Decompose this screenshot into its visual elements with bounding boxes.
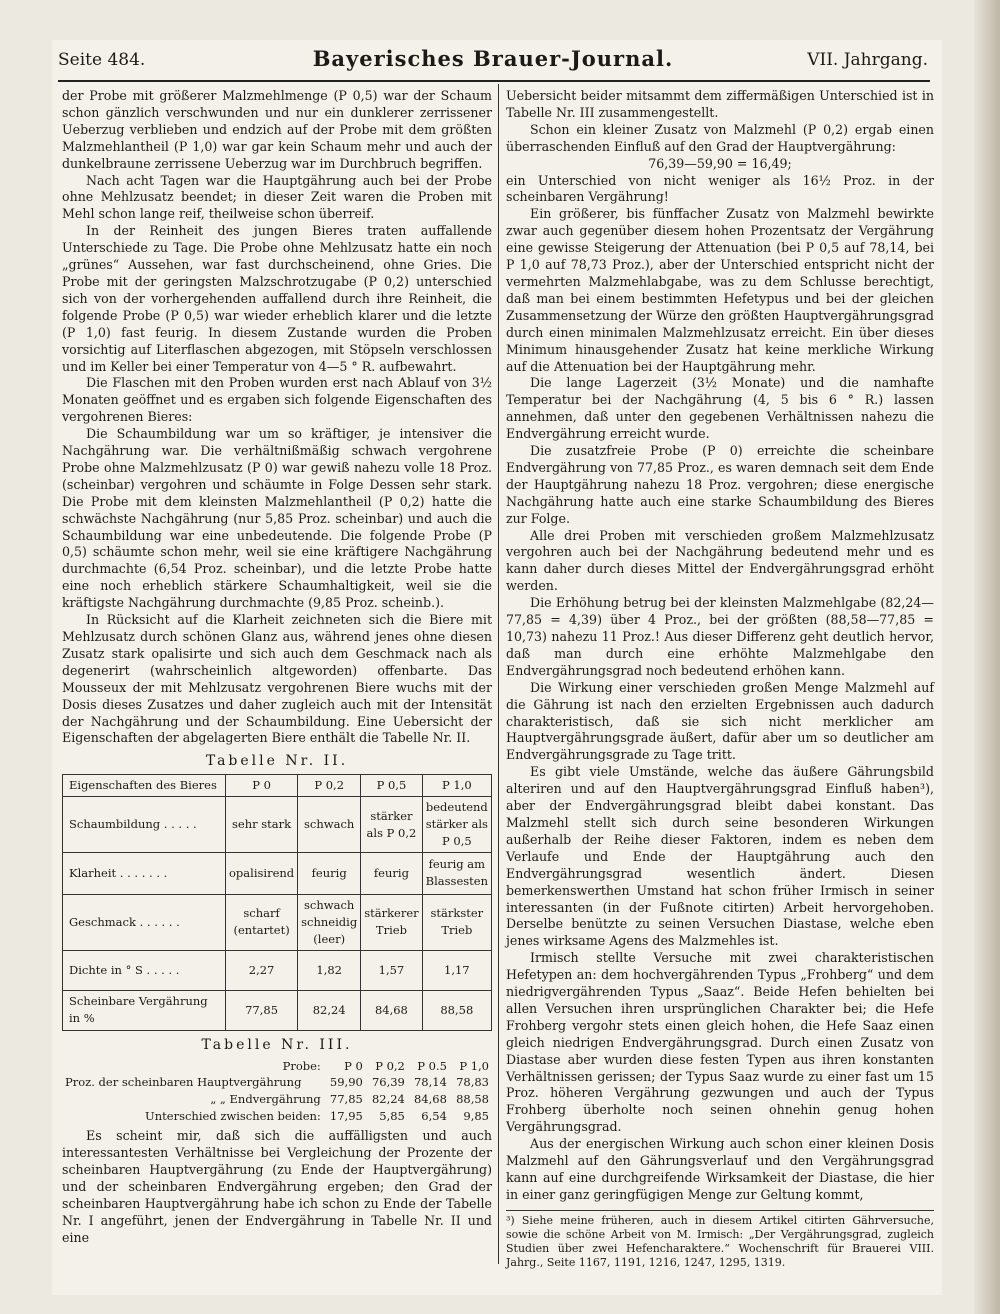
table-cell: Klarheit . . . . . . . [63,852,226,894]
table-cell: 2,27 [226,950,298,990]
paragraph: ein Unterschied von nicht weniger als 16½ Proz. in der scheinbaren Vergährung! [506,172,934,205]
table-cell: stärkerer Trieb [361,894,422,950]
table-cell: 82,24 [298,990,361,1030]
table-cell: feurig am Blassesten [422,852,491,894]
table-cell: 84,68 [361,990,422,1030]
table-cell: feurig [298,852,361,894]
paragraph: Die Wirkung einer verschieden großen Menge Malzmehl auf die Gährung ist nach den erzielten Ergebnissen auch dadurch charakteristisch, daß sie sich nicht merklicher am Hauptvergährungsgrade äußert, dafür aber um so deutlicher am Endvergährungsgrade zu Tage tritt. [506,679,934,763]
table-cell: opalisirend [226,852,298,894]
table-cell: 1,17 [422,950,491,990]
volume-year: VII. Jahrgang. [807,50,928,70]
table-cell: 84,68 [413,1092,447,1107]
table-header-cell: P 0,2 [375,1058,405,1073]
paragraph: Aus der energischen Wirkung auch schon einer kleinen Dosis Malzmehl auf den Gährungsverlauf und den Vergährungsgrad kann auf eine durchgreifende Wirksamkeit der Diastase, die hier in einer ganz geringfügigen Menge zur Geltung kommt, [506,1136,934,1202]
header-rule [58,80,930,82]
table-cell: Dichte in ° S . . . . . [63,950,226,990]
table-2 [62,774,492,1030]
table-header-row [63,775,492,797]
paragraph: Irmisch stellte Versuche mit zwei charakteristischen Hefetypen an: dem hochvergährenden Typus „Frohberg“ und dem niedrigvergährenden Typus „Saaz“. Beide Hefen behielten bei allen Versuchen ihren ursprünglichen Charakter bei; die Hefe Frohberg vergohr stets einen gleich hohen, die Hefe Saaz einen gleich niedrigen Endvergährungsgrad. Durch einen Zusatz von Diastase aber wurden diese festen Typen aus ihren konstanten Verhältnissen gerissen; der Typus Saaz wurde zu einer fast um 15 Proz. höheren Vergährung gezwungen und auch der Typus Frohberg überholte noch seinen ohnehin genug hohen Vergährungsgrad. [506,950,934,1135]
paragraph: In der Reinheit des jungen Bieres traten auffallende Unterschiede zu Tage. Die Probe ohne Mehlzusatz hatte ein noch „grünes“ Aussehen, war fast durchscheinend, ohne Gries. Die Probe mit der geringsten Malzschrotzugabe (P 0,2) unterschied sich von der vorhergehenden auffallend durch ihre Reinheit, die folgende Probe (P 0,5) war wieder erheblich klarer und die letzte (P 1,0) fast feurig. In diesem Zustande wurden die Proben vorsichtig auf Literflaschen abgezogen, mit Stöpseln verschlossen und im Keller bei einer Temperatur von 4—5 ° R. aufbewahrt. [62,223,492,374]
table-3 [62,1058,492,1126]
table-cell: 5,85 [379,1109,405,1124]
table-cell: Schaumbildung . . . . . [63,797,226,853]
table-cell: 78,14 [413,1075,447,1090]
journal-title: Bayerisches Brauer-Journal. [312,46,674,71]
table-cell: 1,82 [298,950,361,990]
table-cell: bedeutend stärker als P 0,5 [422,797,491,853]
table-header-row [62,1058,492,1075]
table-2-title: Tabelle Nr. II. [205,753,349,770]
table-cell: Unterschied zwischen beiden: [145,1109,321,1124]
paragraph: Es gibt viele Umstände, welche das äußere Gährungsbild alteriren und auf den Hauptvergährungsgrad Einfluß haben³), aber der Endvergährungsgrad bleibt dabei konstant. Das Malzmehl stellt sich durch seine besonderen Wirkungen außerhalb der Reihe dieser Faktoren, indem es neben dem Verlaufe und Ende der Hauptgährung auch den Endvergährungsgrad wesentlich ändert. Diesen bemerkenswerthen Umstand hat schon früher Irmisch in seiner interessanten (in der Fußnote citirten) Arbeit hervorgehoben. Derselbe benützte zu seinen Versuchen Diastase, welche eben jenes wirksame Agens des Malzmehles ist. [506,764,934,949]
table-header-cell: P 0 [226,775,298,797]
page-header [58,44,928,78]
table-header-cell: Eigenschaften des Bieres [63,775,226,797]
table-header-cell: P 1,0 [459,1058,489,1073]
table-cell: scharf (entartet) [226,894,298,950]
table-cell: feurig [361,852,422,894]
left-column [62,88,492,1246]
paragraph: Die Flaschen mit den Proben wurden erst nach Ablauf von 3½ Monaten geöffnet und es ergaben sich folgende Eigenschaften des vergohrenen Bieres: [62,375,492,425]
paragraph: Ein größerer, bis fünffacher Zusatz von Malzmehl bewirkte zwar auch gegenüber diesem hohen Prozentsatz der Vergährung eine gewisse Steigerung der Attenuation (bei P 0,5 auf 78,14, bei P 1,0 auf 78,73 Proz.), aber der Unterschied entspricht nicht der vermehrten Malzmehlabgabe, was zu dem Schlusse berechtigt, daß man bei einem bestimmten Hefetypus und bei der gleichen Zusammensetzung der Würze den größten Hauptvergährungsgrad durch einen minimalen Malzmehlzusatz erreicht. Ein über dieses Minimum hinausgehender Zusatz hat keine merkliche Wirkung auf die Attenuation bei der Hauptgährung mehr. [506,206,934,374]
table-header-cell: P 0 [344,1058,363,1073]
table-header-cell: P 0,2 [298,775,361,797]
table-row [63,894,492,950]
paragraph: Die lange Lagerzeit (3½ Monate) und die namhafte Temperatur bei der Nachgährung (4, 5 bis 6 ° R.) lassen annehmen, daß unter den gegebenen Verhältnissen nahezu die Endvergährung erreicht wurde. [506,375,934,442]
page-edge [974,0,1000,1314]
table-header-cell: Probe: [282,1058,321,1073]
table-row [63,990,492,1030]
table-cell: 6,54 [421,1109,447,1124]
table-cell: 78,83 [456,1075,489,1090]
paragraph: Die Erhöhung betrug bei der kleinsten Malzmehlgabe (82,24—77,85 = 4,39) über 4 Proz., bei der größten (88,58—77,85 = 10,73) nahezu 11 Proz.! Aus dieser Differenz geht deutlich hervor, daß man durch eine erhöhte Malzmehlgabe den Endvergährungsgrad noch bedeutend erhöhen kann. [506,595,934,678]
table-cell: 77,85 [226,990,298,1030]
table-cell: „ „ Endvergährung [210,1092,321,1107]
table-cell: 9,85 [463,1109,489,1124]
table-header-cell: P 1,0 [422,775,491,797]
table-cell: Scheinbare Vergährung in % [63,990,226,1030]
table-cell: stärkster Trieb [422,894,491,950]
table-cell: Geschmack . . . . . . [63,894,226,950]
footnote: ³) Siehe meine früheren, auch in diesem Artikel citirten Gährversuche, sowie die schöne Arbeit von M. Irmisch: „Der Vergährungsgrad, zugleich Studien über zwei Hefencharaktere.“ Wochenschrift für Brauerei VIII. Jahrg., Seite 1167, 1191, 1216, 1247, 1295, 1319. [506,1210,934,1270]
table-row [62,1108,492,1125]
table-cell: 82,24 [371,1092,405,1107]
column-divider [498,84,499,1264]
paragraph: In Rücksicht auf die Klarheit zeichneten sich die Biere mit Mehlzusatz durch schönen Glanz aus, während jenes ohne diesen Zusatz stark opalisirte und sich auch dem Geschmack nach als degenerirt (wahrscheinlich altgeworden) offenbarte. Das Mousseux der mit Mehlzusatz vergohrenen Biere wuchs mit der Dosis dieses Zusatzes und daher zugleich auch mit der Intensität der Nachgährung und der Schaumbildung. Eine Uebersicht der Eigenschaften der abgelagerten Biere enthält die Tabelle Nr. II. [62,612,492,746]
paragraph: Nach acht Tagen war die Hauptgährung auch bei der Probe ohne Mehlzusatz beendet; in dieser Zeit waren die Proben mit Mehl schon lange reif, theilweise schon überreif. [62,172,492,222]
table-cell: schwach [298,797,361,853]
table-cell: Proz. der scheinbaren Hauptvergährung [65,1075,302,1090]
table-header-cell: P 0.5 [417,1058,447,1073]
table-cell: 77,85 [329,1092,363,1107]
table-row [62,1074,492,1091]
right-column [506,88,934,1270]
table-3-title: Tabelle Nr. III. [201,1036,353,1053]
table-cell: 59,90 [329,1075,363,1090]
paragraph: Schon ein kleiner Zusatz von Malzmehl (P 0,2) ergab einen überraschenden Einfluß auf den Grad der Hauptvergährung: [506,121,934,154]
paragraph: der Probe mit größerer Malzmehlmenge (P 0,5) war der Schaum schon gänzlich verschwunden und nur ein dunklerer zerrissener Ueberzug verblieben und endzich auf der Probe mit dem größten Malzmehlantheil (P 1,0) war gar kein Schaum mehr und auch der dunkelbraune zerrissene Ueberzug war im Durchbruch begriffen. [62,88,492,171]
table-cell: schwach schneidig (leer) [298,894,361,950]
table-header-cell: P 0,5 [361,775,422,797]
paragraph: Die Schaumbildung war um so kräftiger, je intensiver die Nachgährung war. Die verhältnißmäßig schwach vergohrene Probe ohne Malzmehlzusatz (P 0) war gewiß nahezu volle 18 Proz. (scheinbar) vergohren und schäumte in Folge Dessen sehr stark. Die Probe mit dem kleinsten Malzmehlantheil (P 0,2) hatte die schwächste Nachgährung (nur 5,85 Proz. scheinbar) und auch die Schaumbildung war eine unbedeutende. Die folgende Probe (P 0,5) schäumte schon mehr, weil sie eine kräftigere Nachgährung durchmachte (6,54 Proz. scheinbar), und die letzte Probe hatte eine noch erheblich stärkere Schaumhaltigkeit, weil sie die kräftigste Nachgährung durchmachte (9,85 Proz. scheinb.). [62,426,492,611]
equation: 76,39—59,90 = 16,49; [648,155,792,171]
table-cell: 88,58 [456,1092,489,1107]
paragraph: Uebersicht beider mitsammt dem ziffermäßigen Unterschied ist in Tabelle Nr. III zusammengestellt. [506,88,934,120]
table-row [63,950,492,990]
paragraph: Alle drei Proben mit verschieden großem Malzmehlzusatz vergohren auch bei der Nachgährung bedeutend mehr und es kann daher durch dieses Mittel der Endvergährungsgrad erhöht werden. [506,527,934,594]
paragraph: Die zusatzfreie Probe (P 0) erreichte die scheinbare Endvergährung von 77,85 Proz., es waren demnach seit dem Ende der Hauptgährung nahezu 18 Proz. vergohren; diese energische Nachgährung hatte auch eine starke Schaumbildung des Bieres zur Folge. [506,443,934,526]
table-cell: 76,39 [371,1075,405,1090]
table-cell: 1,57 [361,950,422,990]
table-row [62,1091,492,1108]
table-row [63,797,492,853]
table-cell: 88,58 [422,990,491,1030]
table-cell: stärker als P 0,2 [361,797,422,853]
page-number: Seite 484. [58,50,146,70]
table-cell: sehr stark [226,797,298,853]
paragraph: Es scheint mir, daß sich die auffälligsten und auch interessantesten Verhältnisse bei Vergleichung der Prozente der scheinbaren Hauptvergährung (zu Ende der Hauptvergährung) und der scheinbaren Endvergährung ergeben; den Grad der scheinbaren Hauptvergährung habe ich schon zu Ende der Tabelle Nr. I angeführt, jenen der Endvergährung in Tabelle Nr. II und eine [62,1128,492,1245]
table-cell: 17,95 [329,1109,363,1124]
table-row [63,852,492,894]
